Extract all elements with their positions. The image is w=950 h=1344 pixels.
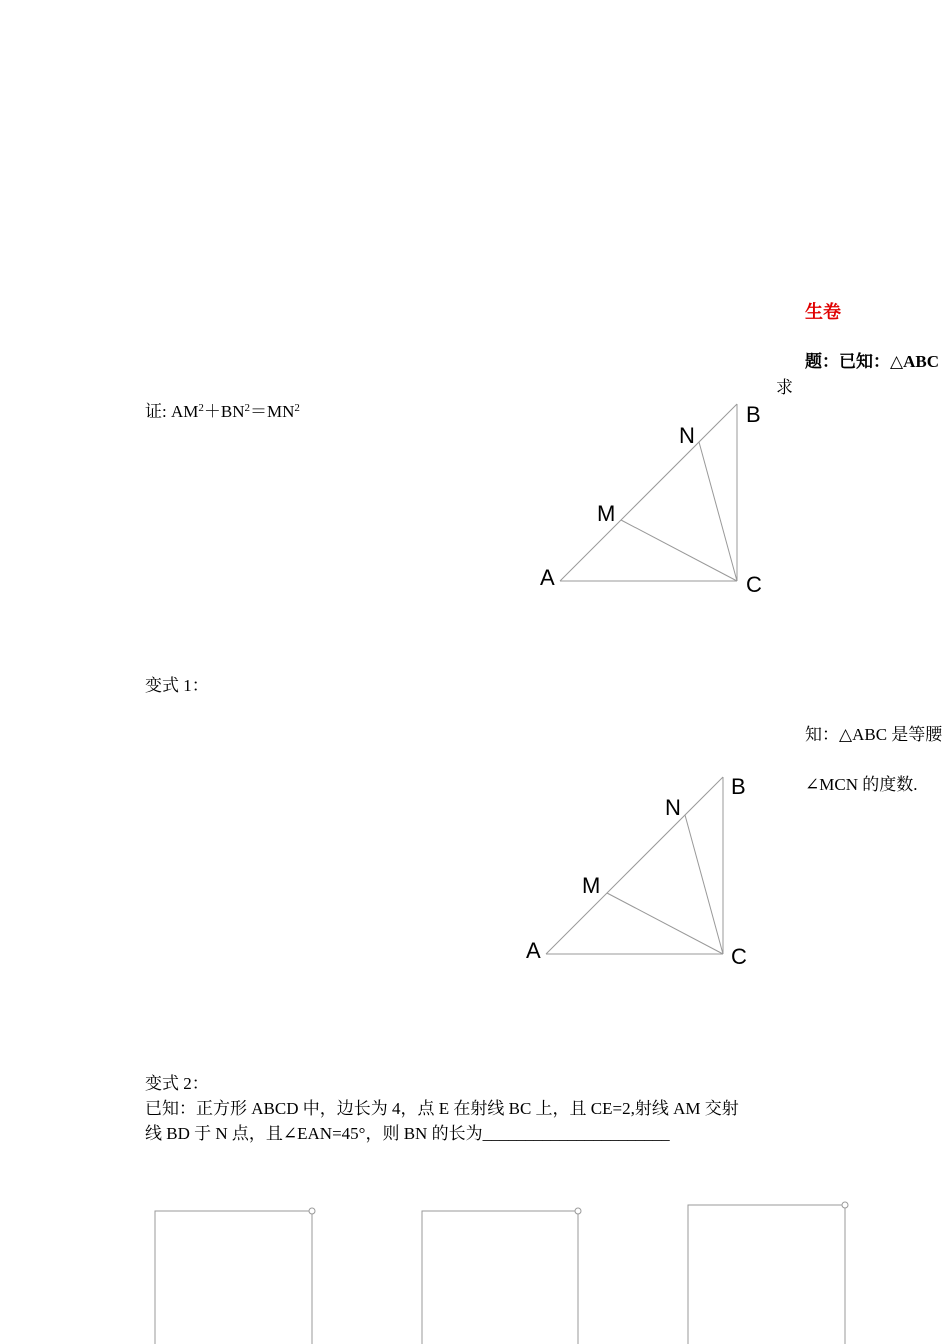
fig1-label-n: N [679,423,695,448]
fig2-label-a: A [526,938,541,963]
section-tag: 生卷 [805,302,841,322]
fig2-line-ab [546,777,723,954]
triangle-figure-2 [546,777,723,954]
variant2-title: 变式 2： [145,1074,209,1093]
variant1-given: 知：△ABC 是等腰 [805,725,943,744]
fig1-label-m: M [597,501,616,526]
variant1-title: 变式 1： [145,676,209,695]
fig1-line-mc [621,520,737,581]
variant2-line-1: 已知：正方形 ABCD 中，边长为 4，点 E 在射线 BC 上，且 CE=2,射线 AM 交射 [145,1099,739,1118]
fig2-line-nc [685,815,723,954]
fig1-label-a: A [540,565,555,590]
proof-mid-2: ＝MN [250,402,295,421]
square-figure-1 [155,1211,312,1344]
square-2-point [575,1208,581,1214]
fig1-line-ab [560,404,737,581]
triangle-figure-1 [560,404,737,581]
variant1-ask: ∠MCN 的度数. [805,775,918,794]
proof-prefix: 证: AM [145,402,199,421]
fig2-label-b: B [731,774,746,799]
fig2-label-c: C [731,944,747,969]
proof-sup-1: 2 [198,402,204,414]
proof-sup-2: 2 [244,402,250,414]
proof-sup-3: 2 [294,402,300,414]
fig1-label-b: B [746,402,761,427]
fig1-line-nc [699,442,737,581]
fig2-label-n: N [665,795,681,820]
ask-label: 求 [776,378,793,397]
square-figure-3 [688,1205,845,1344]
fig2-line-mc [607,893,723,954]
square-1-point [309,1208,315,1214]
problem-prefix: 题：已知：△ABC [805,352,939,371]
fig2-label-m: M [582,873,601,898]
square-figure-2 [422,1211,578,1344]
fig1-label-c: C [746,572,762,597]
variant2-line-2: 线 BD 于 N 点，且∠EAN=45°，则 BN 的长为______________________ [145,1124,670,1143]
square-3-point [842,1202,848,1208]
proof-mid-1: ＋BN [203,402,245,421]
